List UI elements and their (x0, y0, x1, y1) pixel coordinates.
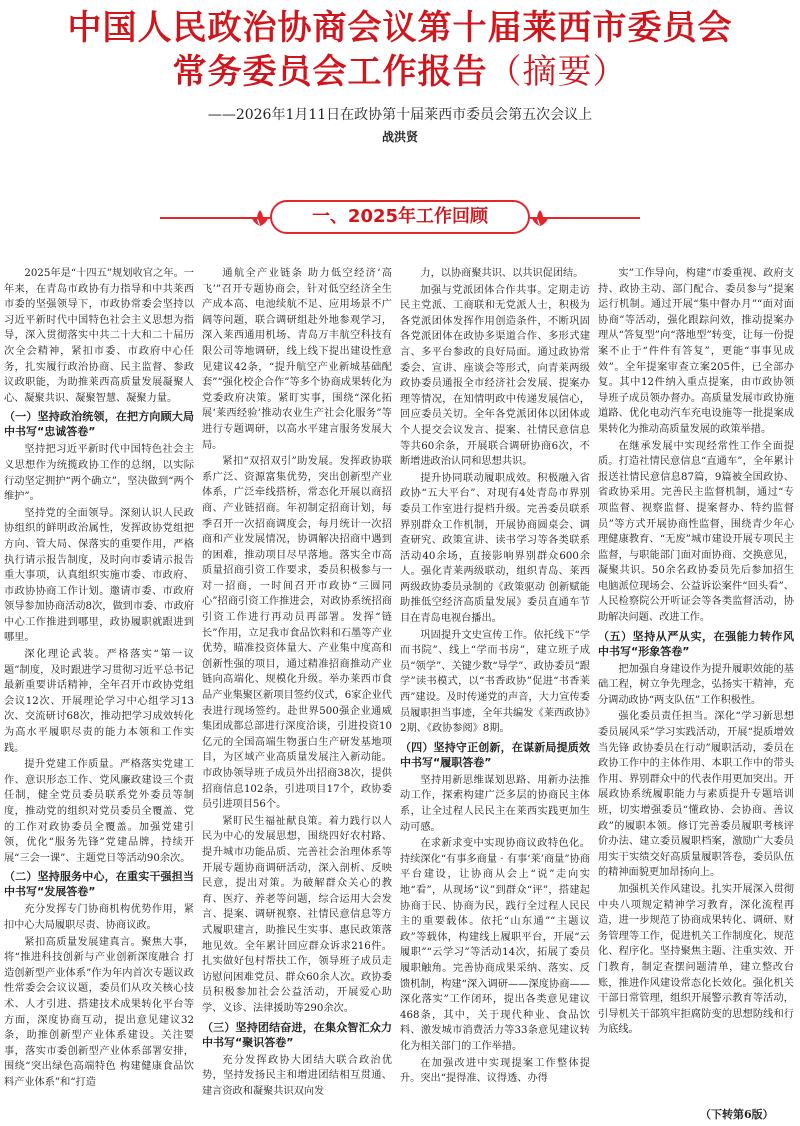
subsection-heading: （一）坚持政治统领，在把方向顾大局中书写“忠诚答卷” (4, 410, 194, 439)
paragraph: 坚持党的全面领导。深刻认识人民政协组织的鲜明政治属性，发挥政协党组把方向、管大局、保落实的重要作用，严格执行请示报告制度，及时向市委请示报告重大事项，认真组织实施市委、市政府、市政协协商工作计划。邀请市委、市政府领导参加协商活动8次，做到市委、市政府中心工作推进到哪里，政协履职就跟进到哪里。 (4, 507, 194, 644)
report-title-suffix: （摘要） (487, 52, 628, 92)
paragraph: 强化委员责任担当。深化“学习新思想 委员展风采”学习实践活动，开展“提质增效当先锋 政协委员在行动”履职活动，委员在政协工作中的主体作用、本职工作中的带头作用、界别群众中的代表作用更加突出。开展政协系统履职能力与素质提升专题培训班，切实增强委员“懂政协、会协商、善议政”的履职本领。修订完善委员履职考核评价办法、建立委员履职档案，激励广大委员用实干实绩交好高质量履职答卷，委员队伍的精神面貌更加昂扬向上。 (598, 711, 794, 879)
text-column-2 (202, 266, 392, 1126)
paragraph: 紧盯民生福祉献良策。着力践行以人民为中心的发展思想，围绕四好农村路、提升城市功能品质、完善社会治理体系等开展专题协商调研活动，深入剖析、反映民意，提出对策。为破解群众关心的教育、医疗、养老等问题，综合运用大会发言、提案、调研视察、社情民意信息等方式履职建言，助推民生实事、惠民政策落地见效。全年累计回应群众诉求216件。扎实做好包村帮扶工作，领导班子成员走访慰问困难党员、群众60余人次。政协委员积极参加社会公益活动，开展爱心助学、义诊、法律援助等290余次。 (202, 815, 392, 1014)
paragraph: 在加强改进中实现提案工作整体提升。突出“提得准、议得透、办得 (400, 1057, 590, 1085)
paragraph: 2025年是“十四五”规划收官之年。一年来，在青岛市政协有力指导和中共莱西市委的坚强领导下，市政协常委会坚持以习近平新时代中国特色社会主义思想为指导，深入贯彻落实中共二十大和二十届历次全会精神，紧扣市委、市政府中心任务，扎实履行政治协商、民主监督、参政议政职能，为助推莱西高质量发展凝聚人心、凝聚共识、凝聚智慧、凝聚力量。 (4, 268, 194, 404)
paragraph: 加强机关作风建设。扎实开展深入贯彻中央八项规定精神学习教育，深化流程再造，进一步规范了协商成果转化、调研、财务管理等工作，促进机关工作制度化、规范化、程序化。坚持聚焦主题、注重实效、开门教育，制定查摆问题清单，建立整改台账，推进作风建设常态化长效化。强化机关干部日常管理，组织开展警示教育等活动，引导机关干部筑牢拒腐防变的思想防线和行为底线。 (598, 883, 794, 1036)
section-heading-banner (0, 196, 800, 240)
report-author: 战洪贤 (381, 130, 418, 144)
section-title: 一、2025年工作回顾 (270, 200, 530, 234)
paragraph: 坚持用新思维谋划思路、用新办法推动工作，探索构建广泛多层的协商民主体系，让全过程人民民主在莱西实践更加生动可感。 (400, 774, 590, 833)
report-title-line1: 中国人民政治协商会议第十届莱西市委员会 (67, 8, 733, 48)
text-column-3 (400, 266, 590, 1126)
paragraph: 把加强自身建设作为提升履职效能的基础工程，树立争先理念，弘扬实干精神，充分调动政协“两支队伍”工作积极性。 (598, 663, 794, 706)
paragraph: 坚持把习近平新时代中国特色社会主义思想作为统揽政协工作的总纲，以实际行动坚定拥护“两个确立”，坚决做到“两个维护”。 (4, 444, 194, 503)
paragraph: 深化理论武装。严格落实“第一议题”制度，及时跟进学习贯彻习近平总书记最新重要讲话精神，全年召开市政协党组会议12次、开展理论学习中心组学习13次、交流研讨68次，推动把学习成效转化为高水平履职尽责的能力本领和工作实践。 (4, 649, 194, 754)
paragraph: 提升党建工作质量。严格落实党建工作、意识形态工作、党风廉政建设三个责任制，健全党员委员联系党外委员等制度，推动党的组织对党员委员全覆盖、党的工作对政协委员全覆盖。加强党建引领，优化“服务先锋”党建品牌，持续开展“三会一课”、主题党日等活动90余次。 (4, 759, 194, 864)
paragraph: 实”工作导向，构建“市委重视、政府支持、政协主动、部门配合、委员参与”提案运行机制。通过开展“集中督办月”“面对面协商”等活动，强化跟踪问效，推动提案办理从“答复型”向“落地型”转变，让每一份提案不止于“件件有答复”，更能“事事见成效”。全年提案审查立案205件，已全部办复。其中12件纳入重点提案，由市政协领导班子成员领办督办。高质量发展市政协施道路、优化电动汽车充电设施等一批提案成果转化为推动高质量发展的政策举措。 (598, 268, 794, 435)
report-subtitle: ——2026年1月11日在政协第十届莱西市委员会第五次会议上 (207, 107, 593, 123)
subsection-heading: （三）坚持团结奋进，在集众智汇众力中书写“聚识答卷” (202, 1020, 392, 1049)
subsection-heading: （二）坚持服务中心，在重实干强担当中书写“发展答卷” (4, 870, 194, 899)
paragraph: 在求新求变中实现协商议政特色化。持续深化“有事多商量 · 有事‘莱’商量”协商平台建设，让协商从会上“说”走向实地“看”，从现场“议”到群众“评”，搭建起协商于民、协商为民，践行全过程人民民主的重要载体。依托“山东通”“主题议政”等载体，构建线上履职平台，开展“云履职”“云学习”等活动14次，拓展了委员履职触角。完善协商成果采纳、落实、反馈机制，构建“深入调研——深度协商——深化落实”工作闭环，提出各类意见建议468条，其中，关于现代种业、食品饮料、激发城市消费活力等33条意见建议转化为相关部门的工作举措。 (400, 838, 590, 1052)
paragraph: 力，以协商聚共识、以共识促团结。 (420, 268, 584, 279)
report-title-line2 (0, 50, 800, 94)
paragraph: 通航全产业链条 助力低空经济‘高飞’”召开专题协商会，针对低空经济全生产成本高、电池续航不足、应用场景不广阔等问题，联合调研组赴外地参观学习，深入莱西通用机场、青岛万丰航空科技有限公司等地调研，线上线下提出建设性意见建议42条，“提升航空产业新城基础配套”“强化校企合作”等多个协商成果转化为党委政府决策。紧盯实事，围绕“深化拓展‘莱西经验’推动农业生产社会化服务”等进行专题调研，以高水平建言服务发展大局。 (202, 268, 392, 451)
paragraph: 提升协同联动履职成效。积极融入省政协“五大平台”、对现有4处青岛市界别委员工作室进行提档升级。完善委员联系界别群众工作机制，开展协商圆桌会、调查研究、政策宣讲、读书学习等各类联系活动40余场，直接影响界别群众600余人。强化青莱两级联动，组织青岛、莱西两级政协委员录制的《政策驱动 创新赋能 助推低空经济高质量发展》委员直通车节目在青岛电视台播出。 (400, 472, 590, 625)
paragraph: 巩固提升文史宣传工作。依托线下“学而书院”、线上“学而书房”，建立班子成员“领学”、关键少数“导学”、政协委员“跟学”读书模式，以“书香政协”促进“书香莱西”建设。及时传递党的声音，大力宣传委员履职担当事迹，全年共编发《莱西政协》2期、《政协参阅》8期。 (400, 629, 590, 735)
lotus-ornament-icon (250, 208, 270, 228)
paragraph: 加强与党派团体合作共事。定期走访民主党派、工商联和无党派人士，积极为各党派团体发挥作用创造条件，不断巩固各党派团体在政协多渠道合作、多形式建言、多平台参政的良好局面。通过政协常委会、宣讲、座谈会等形式，向青莱两级政协委员通报全市经济社会发展、提案办理等情况，在知情明政中传递发展信心，回应委员关切。全年各党派团体以团体或个人提交会议发言、提案、社情民意信息等共60余条，开展联合调研协商6次，不断增进政治认同和思想共识。 (400, 284, 590, 468)
paragraph: 充分发挥专门协商机构优势作用，紧扣中心大局履职尽责、协商议政。 (4, 904, 194, 931)
report-title-main: 常务委员会工作报告 (172, 52, 488, 92)
subsection-heading: （四）坚持守正创新，在谋新局提质效中书写“履职答卷” (400, 740, 590, 769)
subsection-heading: （五）坚持从严从实，在强能力转作风中书写“形象答卷” (598, 629, 794, 658)
paragraph: 紧扣高质量发展建真言。聚焦大事，将“推进科技创新与产业创新深度融合 打造创新型产业体系”作为年内首次专题议政性常委会会议议题，委员们从攻关核心技术、人才引进、搭建技术成果转化平台等方面，深度协商互动，提出意见建议32条，助推创新型产业体系建设。关注要事，落实市委创新型产业体系部署安排，围绕“突出绿色高端特色 构建健康食品饮料产业体系”和“打造 (4, 936, 194, 1088)
text-column-4 (598, 266, 794, 1106)
paragraph: 在继承发展中实现经常性工作全面提质。打造社情民意信息“直通车”，全年累计报送社情民意信息87篇，9篇被全国政协、省政协采用。完善民主监督机制，通过“专项监督、视察监督、提案督办、特约监督员”等方式开展协商性监督，围绕青少年心理健康教育、“无废”城市建设开展专项民主监督，与职能部门面对面协商、交换意见，凝聚共识。50余名政协委员先后参加招生电脑派位现场会、公益诉讼案件“回头看”、人民检察院公开听证会等各类监督活动，协助解决问题、改进工作。 (598, 440, 794, 624)
paragraph: 充分发挥政协大团结大联合政治优势，坚持发扬民主和增进团结相互贯通、建言资政和凝聚共识双向发 (202, 1054, 392, 1097)
text-column-1 (4, 266, 194, 1126)
continued-note: （下转第6版） (700, 1108, 774, 1121)
paragraph: 紧扣“双招双引”助发展。发挥政协联系广泛、资源富集优势，突出创新型产业体系，广泛牵线搭桥，常态化开展以商招商、产业链招商。年初制定招商计划，每季召开一次招商调度会，每月统计一次招商和产业发展情况，协调解决招商中遇到的困难，推动项目尽早落地。落实全市高质量招商引资工作要求，委员积极参与一对一招商，一时间召开市政协“三圆同心”招商引资工作推进会，对政协系统招商引资工作进行再动员再部署。发挥“链长”作用，立足我市食品饮料和石墨等产业优势，瞄准投资体量大、产业集中度高和创新性强的项目，通过精准招商推动产业链向高端化、规模化升级。举办莱西市食品产业集聚区新项目签约仪式，6家企业代表进行现场签约。赴世界500强企业通威集团成都总部进行深度洽谈，引进投资10亿元的全国高端生物蛋白生产研发基地项目，为区域产业高质量发展注入新动能。市政协领导班子成员外出招商38次，提供招商信息102条，引进项目17个，政协委员引进项目56个。 (202, 456, 392, 811)
lotus-ornament-icon (530, 208, 550, 228)
